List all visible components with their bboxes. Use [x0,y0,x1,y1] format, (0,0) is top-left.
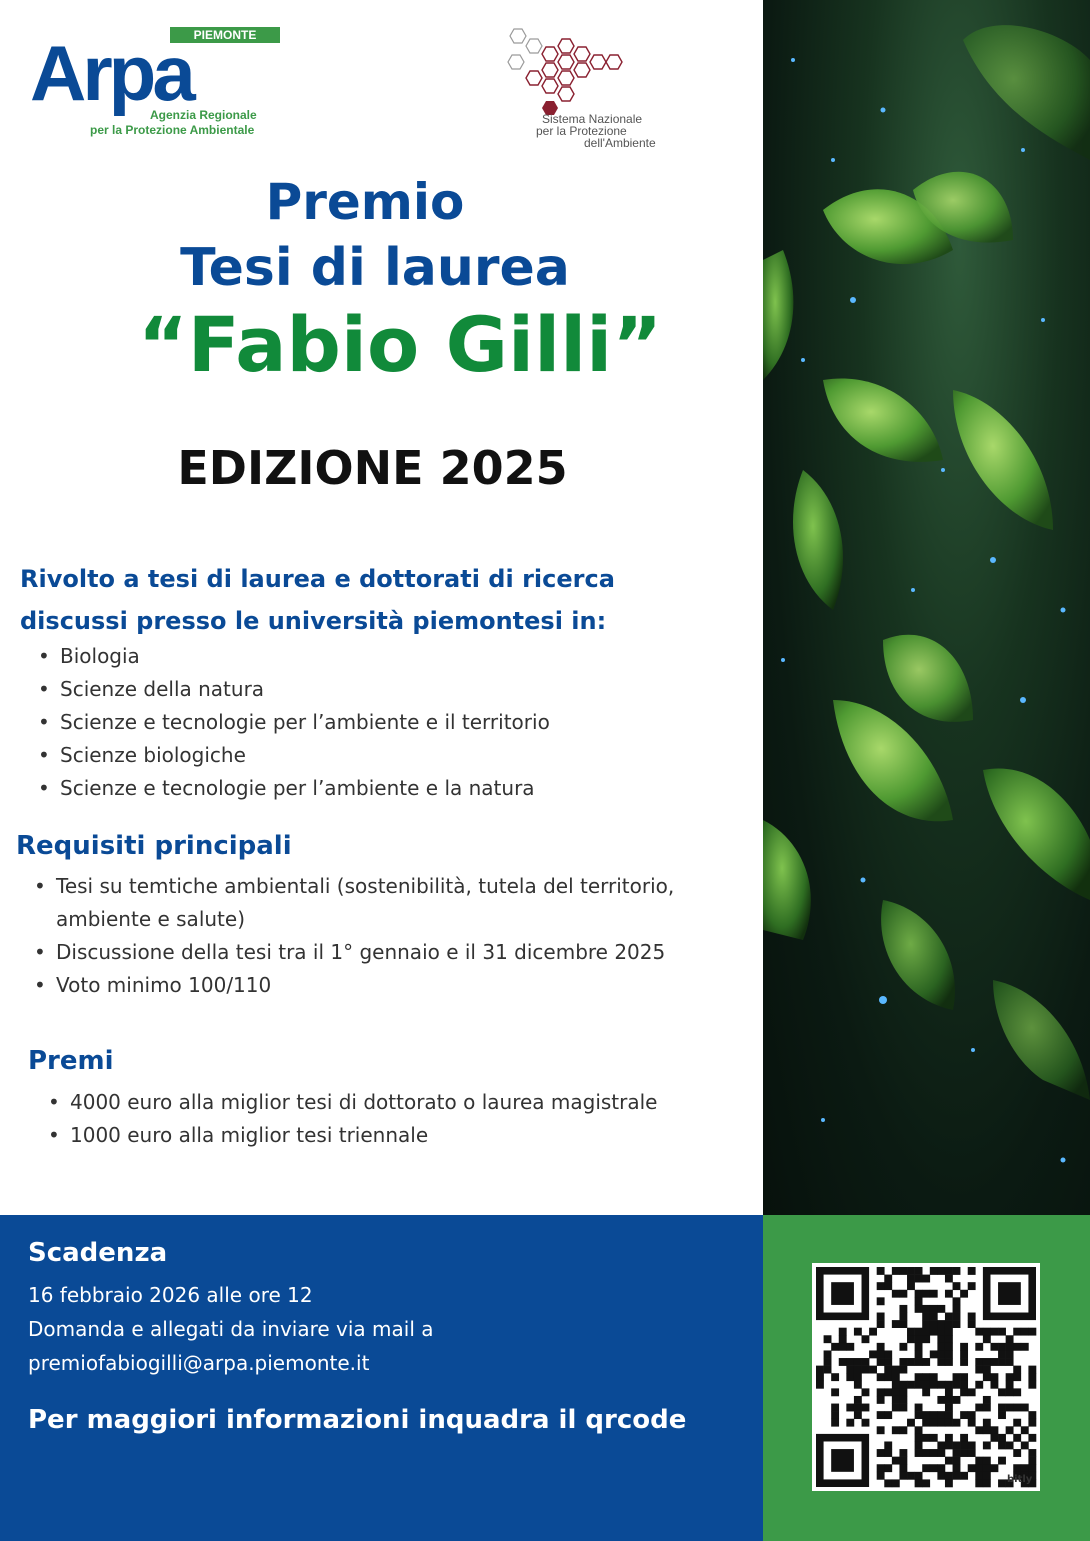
qr-bitly-label: bitly [1007,1474,1033,1485]
qr-code-icon [812,1263,1040,1491]
list-item: • Voto minimo 100/110 [30,969,730,1002]
list-item: • Discussione della tesi tra il 1° gennaio e il 31 dicembre 2025 [30,936,730,969]
intro-text [20,558,760,642]
snpa-line-2: per la Protezione [536,124,627,138]
more-info-text: Per maggiori informazioni inquadra il qrcode [28,1405,687,1435]
arpa-subtitle-1: Agenzia Regionale [150,108,257,122]
title-premio: Premio [265,173,465,231]
deadline-email[interactable]: premiofabiogilli@arpa.piemonte.it [28,1351,370,1375]
prizes-list [44,1086,744,1152]
fields-list [34,640,734,805]
leaves-illustration [763,0,1090,1215]
arpa-logo [30,25,275,140]
title-fabio-gilli: “Fabio Gilli” [137,300,663,389]
arpa-badge: PIEMONTE [170,27,280,43]
requirements-heading: Requisiti principali [16,831,292,861]
requirements-list [30,870,730,1002]
deadline-details [28,1278,434,1380]
list-item: • Tesi su temtiche ambientali (sostenibilità, tutela del territorio, ambiente e salute) [30,870,730,936]
title-tesi-di-laurea: Tesi di laurea [180,238,570,298]
snpa-caption [536,113,656,149]
hexagon-network-icon [500,25,640,115]
qr-code[interactable] [812,1263,1040,1491]
edition-heading: EDIZIONE 2025 [177,441,568,495]
prizes-heading: Premi [28,1046,114,1076]
deadline-instructions: Domanda e allegati da inviare via mail a [28,1317,434,1341]
list-item: • Scienze e tecnologie per l’ambiente e la natura [34,772,734,805]
snpa-logo [500,25,720,155]
deadline-date: 16 febbraio 2026 alle ore 12 [28,1283,313,1307]
snpa-line-3: dell'Ambiente [584,136,656,150]
list-item: • 4000 euro alla miglior tesi di dottorato o laurea magistrale [44,1086,744,1119]
list-item: • 1000 euro alla miglior tesi triennale [44,1119,744,1152]
intro-line-2: discussi presso le università piemontesi in: [20,607,607,635]
list-item: • Scienze biologiche [34,739,734,772]
list-item: • Scienze della natura [34,673,734,706]
arpa-subtitle-2: per la Protezione Ambientale [90,123,255,137]
arpa-wordmark: Arpa [30,29,192,117]
list-item: • Scienze e tecnologie per l’ambiente e il territorio [34,706,734,739]
leaves-photo [763,0,1090,1215]
list-item: • Biologia [34,640,734,673]
deadline-heading: Scadenza [28,1238,168,1268]
snpa-line-1: Sistema Nazionale [542,112,643,126]
intro-line-1: Rivolto a tesi di laurea e dottorati di ricerca [20,565,615,593]
